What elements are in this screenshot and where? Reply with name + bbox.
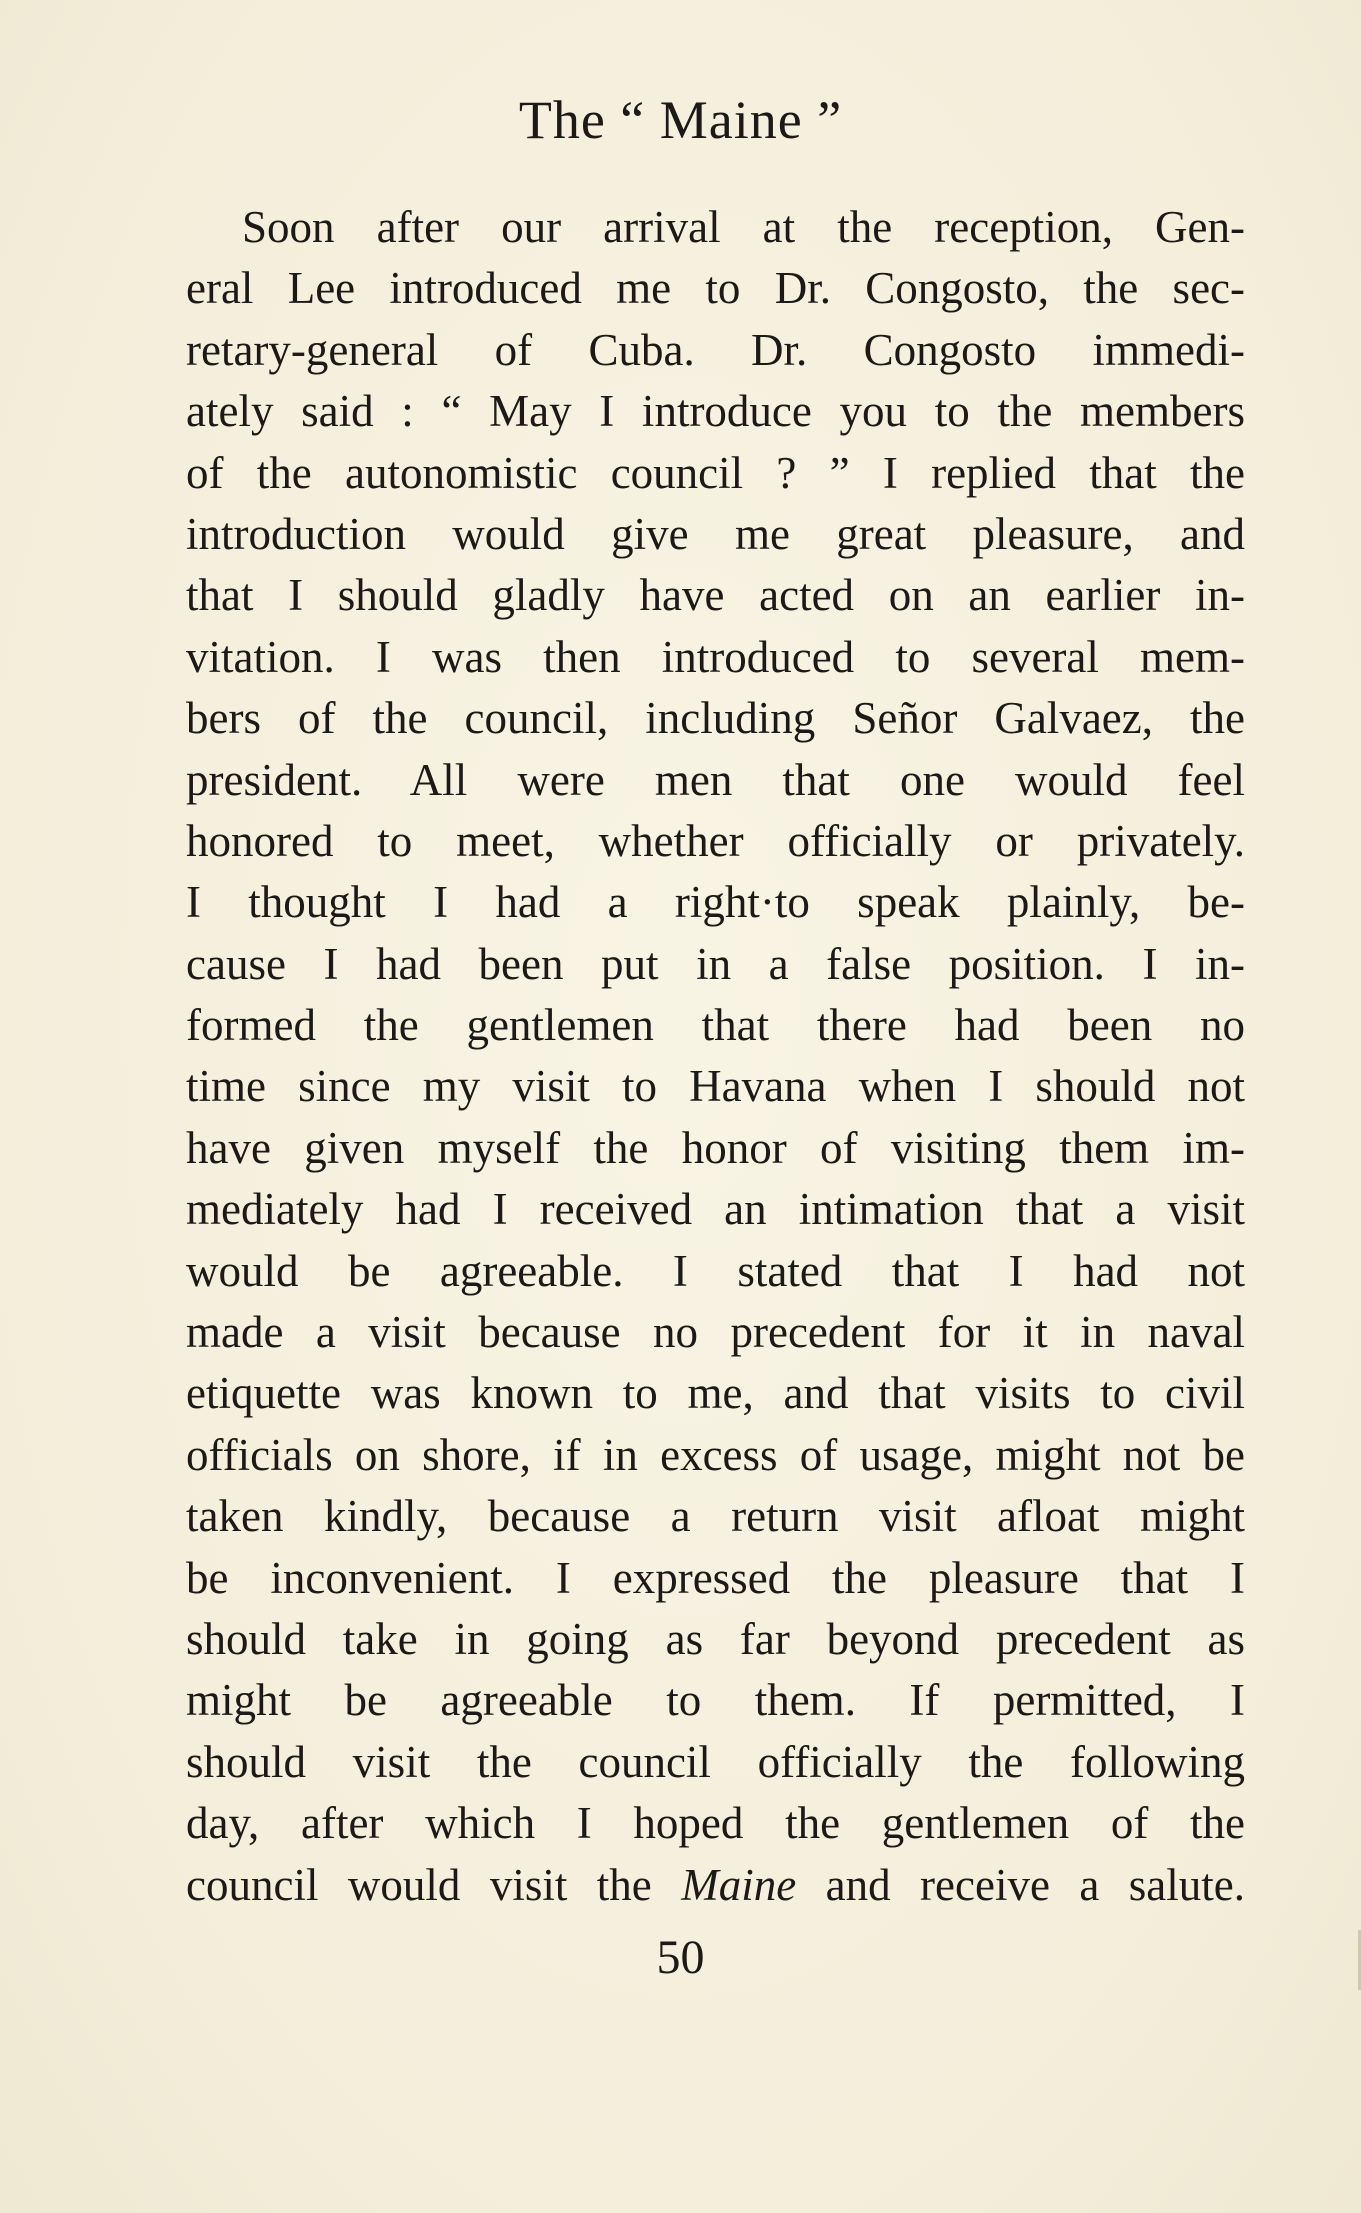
text-line: retary-general of Cuba. Dr. Congosto immedi- [186, 324, 1245, 375]
text-line: etiquette was known to me, and that visits to civil [186, 1368, 1245, 1419]
text-line: of the autonomistic council ? ” I replied that the [186, 447, 1245, 498]
text-line: might be agreeable to them. If permitted, I [186, 1675, 1245, 1726]
text-line: I thought I had a right·to speak plainly, be- [186, 877, 1245, 928]
text-line: introduction would give me great pleasure, and [186, 508, 1245, 559]
text-line: should visit the council officially the following [186, 1736, 1245, 1787]
text-line: taken kindly, because a return visit afloat might [186, 1491, 1245, 1542]
text-line: bers of the council, including Señor Galvaez, the [186, 693, 1245, 744]
text-line: vitation. I was then introduced to several mem- [186, 631, 1245, 682]
text-line: cause I had been put in a false position. I in- [186, 938, 1245, 989]
text-line-last [186, 1855, 1245, 1916]
page-number: 50 [656, 1931, 705, 1984]
text-line: president. All were men that one would feel [186, 754, 1245, 805]
running-head: The “ Maine ” [518, 90, 843, 150]
text-line: eral Lee introduced me to Dr. Congosto, the sec- [186, 263, 1245, 314]
text-line: day, after which I hoped the gentlemen of the [186, 1798, 1245, 1849]
text-line: that I should gladly have acted on an earlier in- [186, 570, 1245, 621]
text-line: officials on shore, if in excess of usage, might not be [186, 1429, 1245, 1480]
text-line: honored to meet, whether officially or privately. [186, 815, 1245, 866]
text-line: made a visit because no precedent for it in naval [186, 1307, 1245, 1358]
text-line: be inconvenient. I expressed the pleasure that I [186, 1552, 1245, 1603]
text-line: should take in going as far beyond precedent as [186, 1613, 1245, 1664]
text-line: time since my visit to Havana when I should not [186, 1061, 1245, 1112]
text-line: ately said : “ May I introduce you to the members [186, 386, 1245, 437]
last-line-after: and receive a salute. [796, 1859, 1245, 1910]
text-line: would be agreeable. I stated that I had not [186, 1245, 1245, 1296]
text-line: Soon after our arrival at the reception, Gen- [242, 202, 1245, 252]
ship-name-italic: Maine [681, 1859, 797, 1910]
text-line: mediately had I received an intimation that a visit [186, 1184, 1245, 1235]
text-line: have given myself the honor of visiting them im- [186, 1122, 1245, 1173]
last-line-before: council would visit the [186, 1859, 682, 1910]
body-text [186, 197, 1245, 1916]
text-line: formed the gentlemen that there had been no [186, 1000, 1245, 1051]
